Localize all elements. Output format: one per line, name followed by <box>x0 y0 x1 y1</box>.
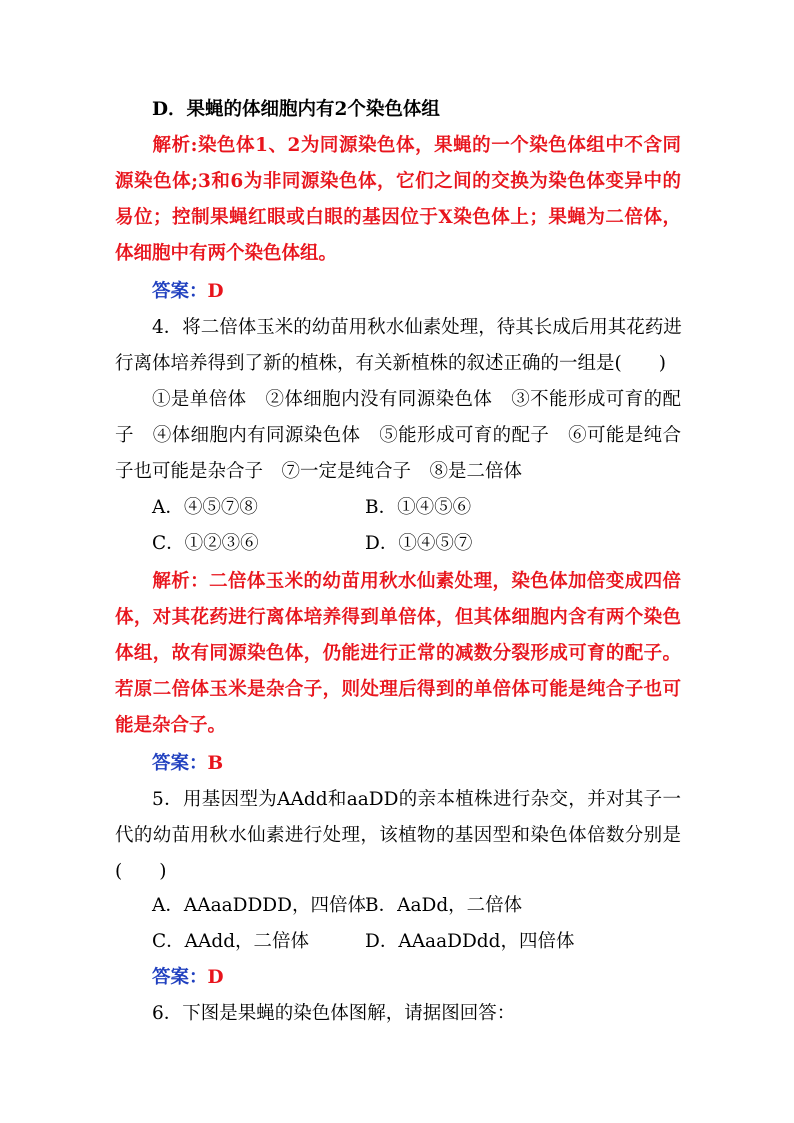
q4-statements-line-2: 子 ④体细胞内有同源染色体 ⑤能形成可育的配子 ⑥可能是纯合 <box>115 425 681 446</box>
q5-option-d: D．AAaaDDdd，四倍体 <box>365 931 575 952</box>
q5-answer-value: D <box>207 967 224 988</box>
q5-option-c: C．AAdd，二倍体 <box>152 931 310 952</box>
q4-option-c: C．①②③⑥ <box>152 533 259 554</box>
q3-analysis-line-1: 解析:染色体1、2为同源染色体，果蝇的一个染色体组中不含同 <box>152 135 681 156</box>
q4-answer <box>152 752 223 776</box>
q3-answer-value: D <box>207 281 224 302</box>
q4-analysis-line-3: 体组，故有同源染色体，仍能进行正常的减数分裂形成可育的配子。 <box>115 643 681 664</box>
q5-answer-label: 答案： <box>152 967 208 988</box>
q4-analysis-line-4: 若原二倍体玉米是杂合子，则处理后得到的单倍体可能是纯合子也可 <box>115 679 681 700</box>
q4-analysis-line-5: 能是杂合子。 <box>115 715 227 736</box>
q5-stem-line-1: 5．用基因型为AAdd和aaDD的亲本植株进行杂交，并对其子一 <box>152 789 681 810</box>
q4-answer-label: 答案： <box>152 753 208 774</box>
q4-stem-line-1: 4．将二倍体玉米的幼苗用秋水仙素处理，待其长成后用其花药进 <box>152 317 682 338</box>
q4-answer-value: B <box>207 753 224 774</box>
q4-analysis-line-2: 体，对其花药进行离体培养得到单倍体，但其体细胞内含有两个染色 <box>115 607 681 628</box>
q3-answer <box>152 280 224 304</box>
q5-answer <box>152 966 224 990</box>
q5-stem-line-3: ( ) <box>115 861 167 882</box>
q3-analysis-line-3: 易位；控制果蝇红眼或白眼的基因位于X染色体上；果蝇为二倍体， <box>115 207 681 228</box>
q4-statements-line-3: 子也可能是杂合子 ⑦一定是纯合子 ⑧是二倍体 <box>115 461 523 482</box>
q3-answer-label: 答案： <box>152 281 208 302</box>
q3-option-d: D．果蝇的体细胞内有2个染色体组 <box>152 99 440 120</box>
q5-option-a: A．AAaaDDDD，四倍体 <box>152 895 366 916</box>
q5-option-b: B．AaDd，二倍体 <box>365 895 523 916</box>
q5-stem-line-2: 代的幼苗用秋水仙素进行处理，该植物的基因型和染色体倍数分别是 <box>115 825 681 846</box>
q4-stem-line-2: 行离体培养得到了新的植株，有关新植株的叙述正确的一组是( ) <box>115 353 666 374</box>
q3-analysis-line-2: 源染色体;3和6为非同源染色体，它们之间的交换为染色体变异中的 <box>115 171 681 192</box>
q4-analysis-line-1: 解析：二倍体玉米的幼苗用秋水仙素处理，染色体加倍变成四倍 <box>152 571 681 592</box>
q4-statements-line-1: ①是单倍体 ②体细胞内没有同源染色体 ③不能形成可育的配 <box>152 389 681 410</box>
q3-analysis-line-4: 体细胞中有两个染色体组。 <box>115 243 338 264</box>
q4-option-a: A．④⑤⑦⑧ <box>152 497 258 518</box>
q6-stem: 6．下图是果蝇的染色体图解，请据图回答： <box>152 1003 516 1024</box>
q4-option-b: B．①④⑤⑥ <box>365 497 472 518</box>
q4-option-d: D．①④⑤⑦ <box>365 533 473 554</box>
q3-analysis-label: 解析: <box>152 135 198 156</box>
q4-analysis-label: 解析： <box>152 571 210 592</box>
